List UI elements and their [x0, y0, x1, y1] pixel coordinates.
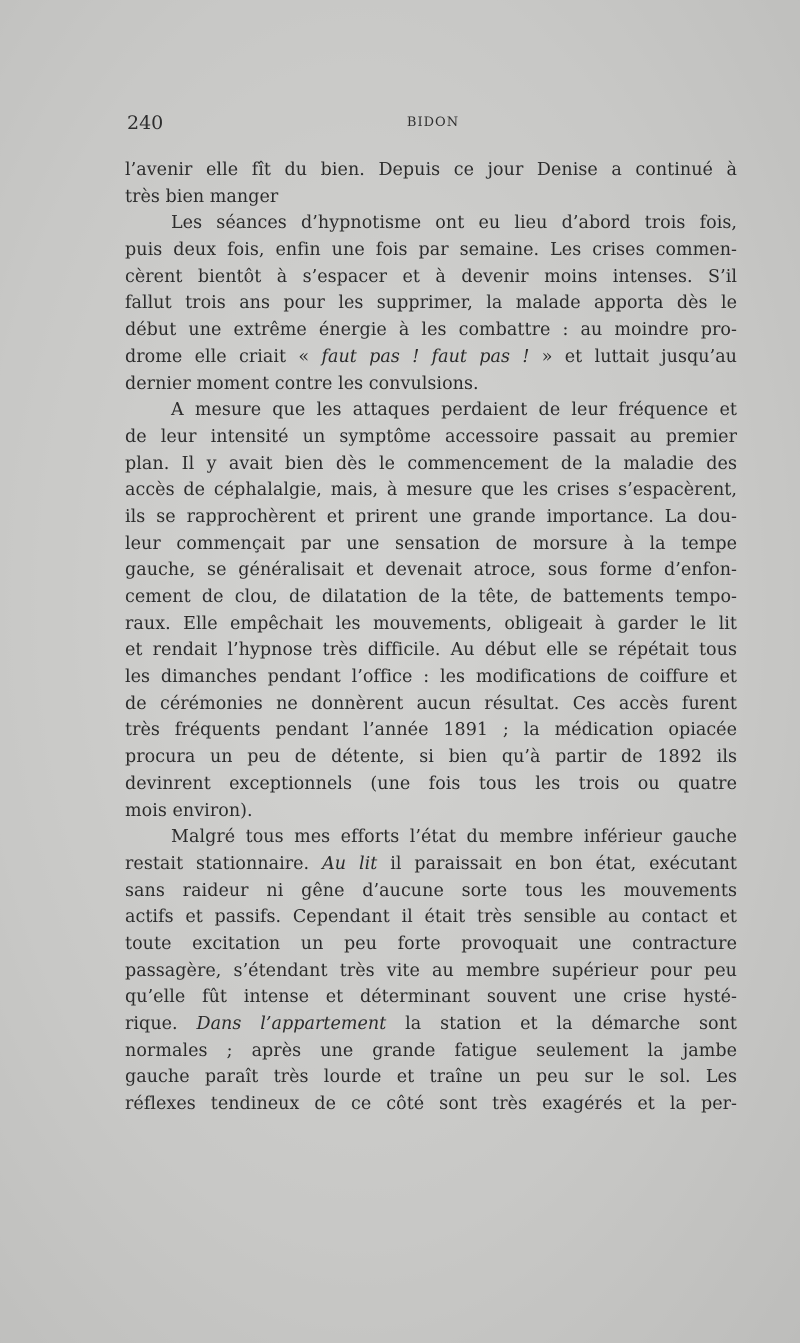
text-line: [125, 397, 737, 424]
text-line: [125, 184, 737, 211]
text-segment: de cérémonies ne donnèrent aucun résultat. Ces accès furent: [125, 693, 737, 714]
page-header: [127, 112, 739, 136]
text-line: [125, 424, 737, 451]
text-line: [125, 317, 737, 344]
text-line: [125, 557, 737, 584]
text-line: [125, 904, 737, 931]
text-segment: gauche, se généralisait et devenait atroce, sous forme d’enfon-: [125, 560, 737, 581]
text-segment: drome elle criait «: [125, 346, 322, 367]
body-text: [125, 157, 737, 1118]
text-segment: gauche paraît très lourde et traîne un peu sur le sol. Les: [125, 1067, 737, 1088]
text-line: [125, 717, 737, 744]
text-line: [125, 824, 737, 851]
text-line: [125, 371, 737, 398]
running-head: BIDON: [406, 115, 460, 130]
text-segment: actifs et passifs. Cependant il était très sensible au contact et: [125, 907, 737, 928]
text-line: [125, 878, 737, 905]
text-line: [125, 691, 737, 718]
text-segment: devinrent exceptionnels (une fois tous les trois ou quatre: [125, 773, 737, 794]
italic-text: faut pas ! faut pas !: [321, 346, 530, 367]
page-number: 240: [127, 112, 164, 134]
text-line: [125, 210, 737, 237]
text-line: [125, 611, 737, 638]
text-line: [125, 504, 737, 531]
text-segment: très fréquents pendant l’année 1891 ; la médication opiacée: [125, 720, 737, 741]
text-segment: fallut trois ans pour les supprimer, la malade apporta dès le: [125, 293, 737, 314]
text-segment: cement de clou, de dilatation de la tête, de battements tempo-: [125, 587, 737, 607]
text-segment: puis deux fois, enfin une fois par semaine. Les crises commen-: [125, 240, 737, 261]
text-segment: normales ; après une grande fatigue seulement la jambe: [125, 1040, 737, 1061]
text-line: [125, 744, 737, 771]
text-segment: passagère, s’étendant très vite au membre supérieur pour peu: [125, 960, 737, 981]
text-segment: restait stationnaire.: [125, 853, 323, 874]
italic-text: Dans l’appartement: [196, 1014, 387, 1034]
text-segment: » et luttait jusqu’au: [529, 346, 738, 367]
text-segment: rique.: [125, 1014, 197, 1034]
text-line: [125, 984, 737, 1011]
text-segment: très bien manger: [125, 186, 279, 207]
text-line: [125, 157, 737, 184]
text-line: [125, 344, 737, 371]
text-segment: A mesure que les attaques perdaient de leur fréquence et: [171, 400, 737, 421]
text-line: [125, 451, 737, 478]
text-line: [125, 771, 737, 798]
text-segment: raux. Elle empêchait les mouvements, obligeait à garder le lit: [125, 613, 737, 634]
text-line: [125, 477, 737, 504]
italic-text: Au lit: [322, 853, 378, 874]
text-segment: Les séances d’hypnotisme ont eu lieu d’abord trois fois,: [171, 213, 737, 234]
text-segment: Malgré tous mes efforts l’état du membre inférieur gauche: [171, 827, 737, 848]
text-segment: cèrent bientôt à s’espacer et à devenir moins intenses. S’il: [125, 266, 737, 287]
text-segment: début une extrême énergie à les combattre : au moindre pro-: [125, 320, 737, 341]
text-segment: mois environ).: [125, 800, 253, 821]
text-line: [125, 958, 737, 985]
text-line: [125, 1064, 737, 1091]
text-line: [125, 531, 737, 558]
text-line: [125, 584, 737, 611]
text-segment: plan. Il y avait bien dès le commencement de la maladie des: [125, 453, 737, 474]
text-line: [125, 1038, 737, 1065]
text-segment: leur commençait par une sensation de morsure à la tempe: [125, 533, 737, 554]
text-segment: et rendait l’hypnose très difficile. Au début elle se répétait tous: [125, 640, 737, 661]
text-line: [125, 931, 737, 958]
text-segment: la station et la démarche sont: [386, 1014, 737, 1034]
text-segment: sans raideur ni gêne d’aucune sorte tous les mouvements: [125, 880, 737, 901]
text-line: [125, 290, 737, 317]
text-segment: accès de céphalalgie, mais, à mesure que les crises s’espacèrent,: [125, 480, 737, 501]
text-line: [125, 1011, 737, 1038]
text-line: [125, 664, 737, 691]
text-segment: ils se rapprochèrent et prirent une grande importance. La dou-: [125, 506, 737, 527]
text-line: [125, 1091, 737, 1118]
text-segment: de leur intensité un symptôme accessoire passait au premier: [125, 426, 737, 447]
text-segment: l’avenir elle fît du bien. Depuis ce jour Denise a continué à: [125, 160, 737, 180]
text-segment: procura un peu de détente, si bien qu’à partir de 1892 ils: [125, 747, 737, 768]
text-segment: toute excitation un peu forte provoquait une contracture: [125, 933, 737, 954]
text-segment: réflexes tendineux de ce côté sont très exagérés et la per-: [125, 1094, 737, 1115]
text-line: [125, 851, 737, 878]
text-line: [125, 264, 737, 291]
text-line: [125, 637, 737, 664]
text-segment: dernier moment contre les convulsions.: [125, 373, 479, 394]
text-segment: qu’elle fût intense et déterminant souvent une crise hysté-: [125, 987, 737, 1008]
text-line: [125, 237, 737, 264]
text-segment: il paraissait en bon état, exécutant: [377, 853, 737, 874]
text-line: [125, 798, 737, 825]
text-segment: les dimanches pendant l’office : les modifications de coiffure et: [125, 667, 737, 688]
